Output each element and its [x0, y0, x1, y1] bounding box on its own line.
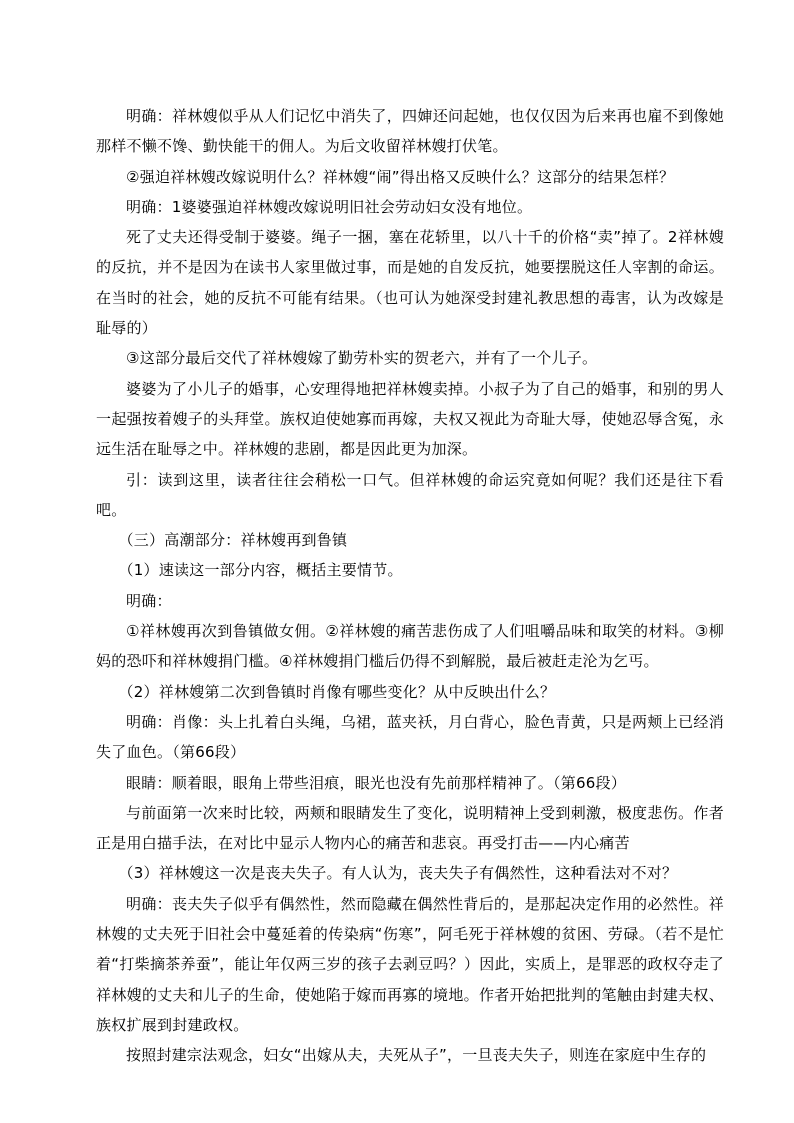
question: （1）速读这一部分内容，概括主要情节。	[118, 561, 403, 580]
paragraph: 按照封建宗法观念，妇女“出嫁从夫，夫死从子”，一旦丧夫失子，则连在家庭中生存的	[126, 1046, 707, 1065]
paragraph: 婆婆为了小儿子的婚事，心安理得地把祥林嫂卖掉。小叔子为了自己的婚事，和别的男人一起强按着嫂子的头拜堂。族权迫使她寡而再嫁，夫权又视此为奇耻大辱，使她忍辱含冤，永远生活在耻辱之中。祥林嫂的悲剧，都是因此更为加深。	[96, 379, 724, 459]
paragraph: 与前面第一次来时比较，两颊和眼睛发生了变化，说明精神上受到刺激，极度悲伤。作者正是用白描手法，在对比中显示人物内心的痛苦和悲哀。再受打击——内心痛苦	[96, 803, 724, 853]
paragraph: ②强迫祥林嫂改嫁说明什么？祥林嫂“闹”得出格又反映什么？这部分的结果怎样？	[126, 167, 675, 186]
paragraph: 死了丈夫还得受制于婆婆。绳子一捆，塞在花轿里，以八十千的价格“卖”掉了。2祥林嫂的反抗，并不是因为在读书人家里做过事，而是她的自发反抗，她要摆脱这任人宰割的命运。在当时的社会，她的反抗不可能有结果。（也可认为她深受封建礼教思想的毒害，认为改嫁是耻辱的）	[96, 228, 724, 338]
section-heading: （三）高潮部分：祥林嫂再到鲁镇	[118, 531, 348, 550]
paragraph: 明确：祥林嫂似乎从人们记忆中消失了，四婶还问起她，也仅仅因为后来再也雇不到像她那样不懒不馋、勤快能干的佣人。为后文收留祥林嫂打伏笔。	[96, 107, 724, 156]
question: （3）祥林嫂这一次是丧夫失子。有人认为，丧夫失子有偶然性，这种看法对不对？	[118, 864, 678, 883]
paragraph: 明确：肖像：头上扎着白头绳，乌裙，蓝夹袄，月白背心，脸色青黄，只是两颊上已经消失了血色。（第66段）	[96, 712, 724, 762]
paragraph: ③这部分最后交代了祥林嫂嫁了勤劳朴实的贺老六，并有了一个儿子。	[126, 349, 598, 368]
question: （2）祥林嫂第二次到鲁镇时肖像有哪些变化？从中反映出什么？	[118, 682, 556, 701]
paragraph: 眼睛：顺着眼，眼角上带些泪痕，眼光也没有先前那样精神了。（第66段）	[126, 773, 627, 792]
paragraph: 明确：丧夫失子似乎有偶然性，然而隐藏在偶然性背后的，是那起决定作用的必然性。祥林嫂的丈夫死于旧社会中蔓延着的传染病“伤寒”，阿毛死于祥林嫂的贫困、劳碌。（若不是忙着“打柴摘茶养蚕”，能让年仅两三岁的孩子去剥豆吗？）因此，实质上，是罪恶的政权夺走了祥林嫂的丈夫和儿子的生命，使她陷于嫁而再寡的境地。作者开始把批判的笔触由封建夫权、族权扩展到封建政权。	[96, 894, 724, 1034]
paragraph: 明确：1婆婆强迫祥林嫂改嫁说明旧社会劳动妇女没有地位。	[126, 197, 533, 216]
paragraph: 明确：	[126, 591, 172, 610]
paragraph: 引：读到这里，读者往往会稍松一口气。但祥林嫂的命运究竟如何呢？我们还是往下看吧。	[96, 470, 724, 519]
paragraph: ①祥林嫂再次到鲁镇做女佣。②祥林嫂的痛苦悲伤成了人们咀嚼品味和取笑的材料。③柳妈的恐吓和祥林嫂捐门槛。④祥林嫂捐门槛后仍得不到解脱，最后被赶走沦为乞丐。	[96, 622, 724, 671]
document-body	[96, 101, 724, 1071]
